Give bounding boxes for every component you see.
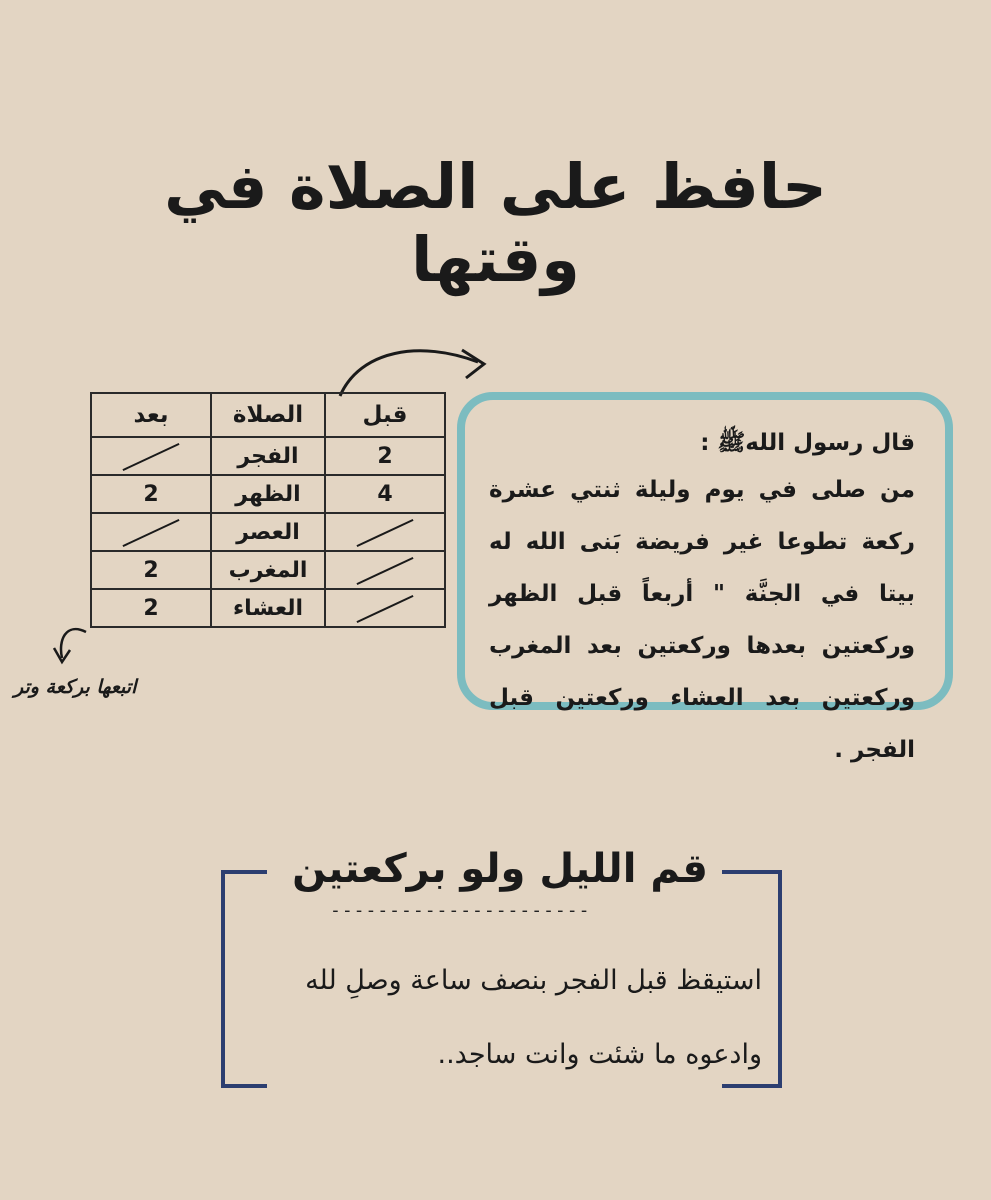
hadith-text: من صلى في يوم وليلة ثنتي عشرة ركعة تطوعا غير فريضة بَنى الله له بيتا في الجنَّة " أربعاً قبل الظهر وركعتين بعدها وركعتين بعد المغرب وركعتين بعد العشاء وركعتين قبل الفجر . — [489, 477, 915, 763]
night-line-2: وادعوه ما شئت وانت ساجد.. — [437, 1039, 762, 1070]
prayer-cell: العشاء — [211, 589, 325, 627]
table-row — [91, 437, 445, 475]
before-cell — [325, 551, 445, 589]
table-row — [91, 513, 445, 551]
after-cell: 2 — [91, 475, 211, 513]
before-cell — [325, 513, 445, 551]
none-slash-icon — [122, 518, 179, 546]
header-prayer: الصلاة — [211, 393, 325, 437]
none-slash-icon — [356, 518, 413, 546]
prayer-cell: الفجر — [211, 437, 325, 475]
none-slash-icon — [122, 442, 179, 470]
prayer-cell: الظهر — [211, 475, 325, 513]
dashed-divider: ---------------------- — [330, 900, 591, 921]
table-row — [91, 551, 445, 589]
left-bracket — [221, 870, 267, 1088]
none-slash-icon — [356, 594, 413, 622]
none-slash-icon — [356, 556, 413, 584]
header-before: قبل — [325, 393, 445, 437]
after-cell: 2 — [91, 589, 211, 627]
table-header-row — [91, 393, 445, 437]
after-cell: 2 — [91, 551, 211, 589]
night-prayer-text — [262, 944, 762, 1092]
header-after: بعد — [91, 393, 211, 437]
night-line-1: استيقظ قبل الفجر بنصف ساعة وصلِ لله — [305, 965, 762, 996]
before-cell — [325, 589, 445, 627]
table-row — [91, 589, 445, 627]
before-cell: 4 — [325, 475, 445, 513]
hadith-box — [457, 392, 953, 763]
prayer-table — [90, 392, 446, 628]
prayer-cell: المغرب — [211, 551, 325, 589]
page-title: حافظ على الصلاة في وقتها — [164, 150, 827, 296]
after-cell — [91, 437, 211, 475]
before-cell: 2 — [325, 437, 445, 475]
witr-note: اتبعها بركعة وتر — [14, 676, 137, 698]
night-prayer-title: قم الليل ولو بركعتين — [292, 846, 708, 892]
after-cell — [91, 513, 211, 551]
prayer-cell: العصر — [211, 513, 325, 551]
table-row — [91, 475, 445, 513]
hadith-intro: قال رسول اللهﷺ : — [700, 430, 915, 456]
